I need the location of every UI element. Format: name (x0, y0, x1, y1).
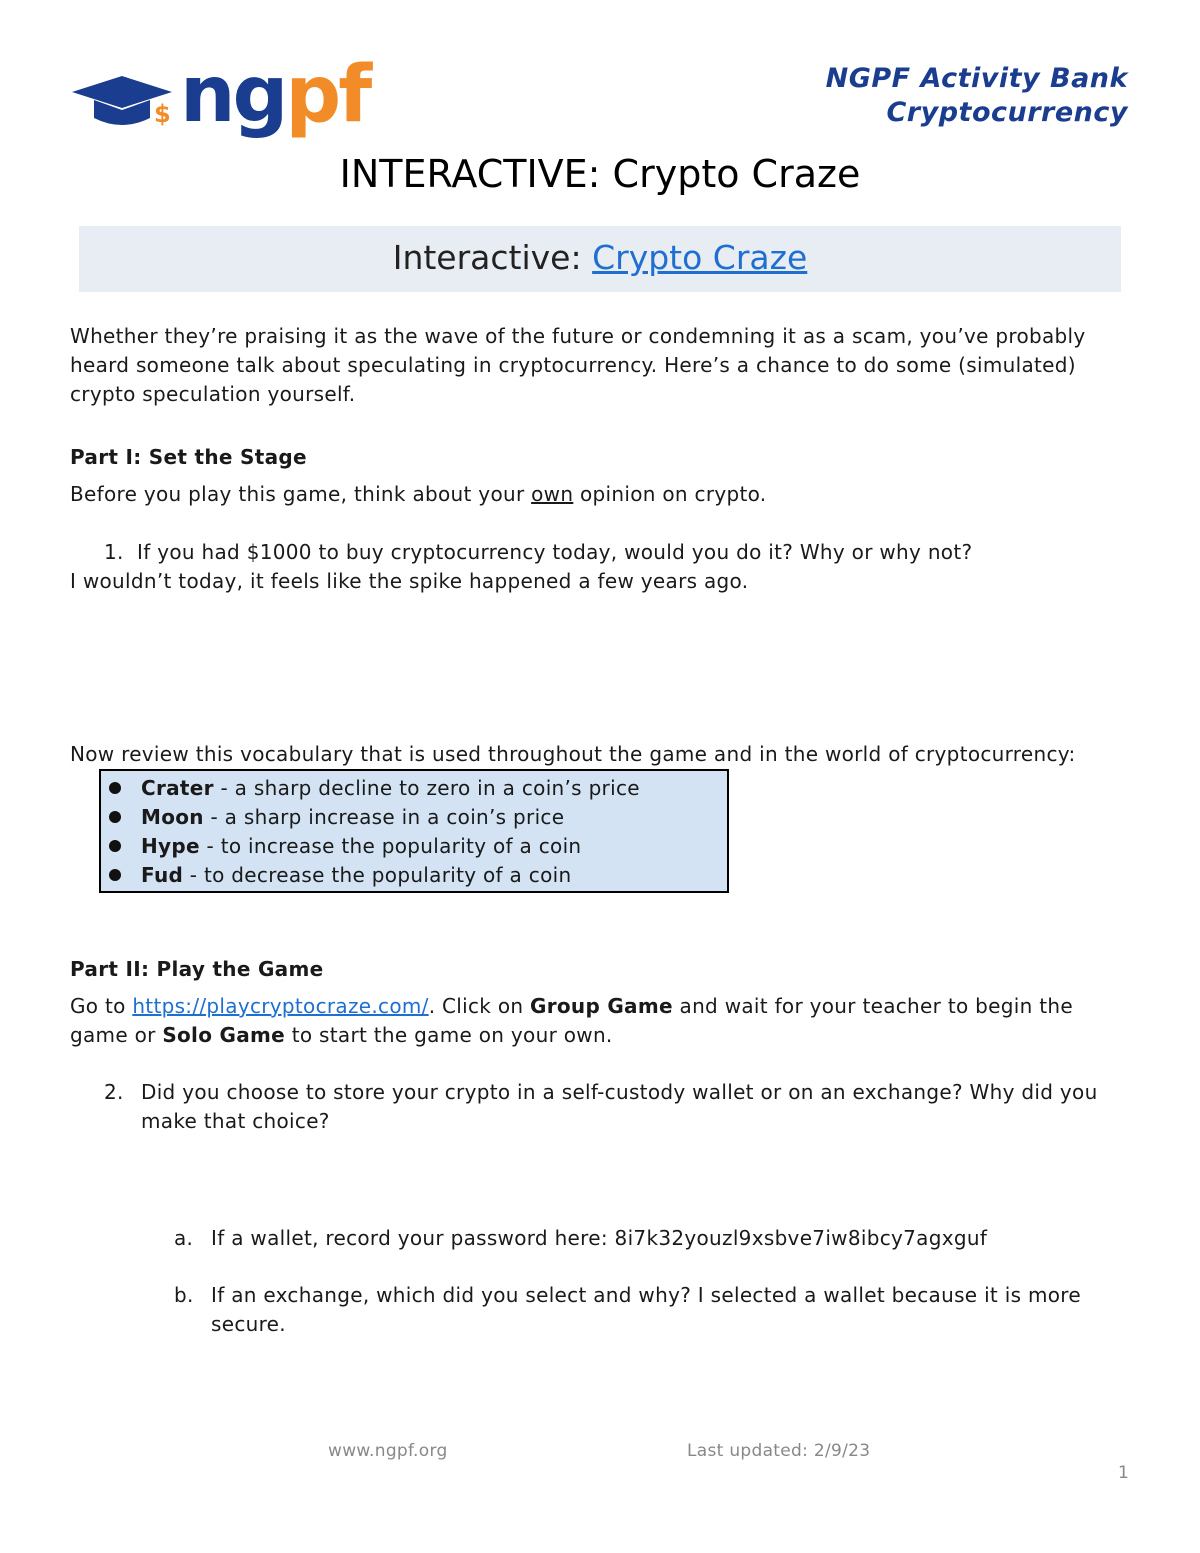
question-2a-text: If a wallet, record your password here: 8i7k32youzl9xsbve7iw8ibcy7agxguf (211, 1226, 988, 1250)
part2-heading: Part II: Play the Game (70, 957, 324, 981)
question-1-text: If you had $1000 to buy cryptocurrency today, would you do it? Why or why not? (137, 540, 973, 564)
intro-paragraph: Whether they’re praising it as the wave of the future or condemning it as a scam, you’ve probably heard someone talk about speculating in cryptocurrency. Here’s a chance to do some (simulated) crypto speculation yourself. (70, 324, 1086, 406)
question-2b (174, 1281, 1134, 1339)
page-title: INTERACTIVE: Crypto Craze (339, 152, 861, 196)
vocab-intro: Now review this vocabulary that is used throughout the game and in the world of cryptocurrency: (70, 742, 1076, 766)
vocab-item: Crater - a sharp decline to zero in a coin’s price (109, 774, 640, 803)
footer-last-updated: Last updated: 2/9/23 (687, 1441, 871, 1461)
vocab-item: Fud - to decrease the popularity of a coin (109, 861, 571, 890)
page-number: 1 (1118, 1463, 1130, 1483)
interactive-banner (79, 226, 1121, 292)
svg-text:$: $ (154, 100, 171, 128)
graduation-cap-icon (70, 70, 180, 140)
question-2-text: Did you choose to store your crypto in a self-custody wallet or on an exchange? Why did you make that choice? (141, 1080, 1098, 1133)
bullet-icon (109, 811, 121, 823)
question-2b-text: If an exchange, which did you select and why? I selected a wallet because it is more secure. (211, 1283, 1081, 1336)
playcryptocraze-link[interactable]: https://playcryptocraze.com/ (132, 994, 429, 1018)
part1-heading: Part I: Set the Stage (70, 445, 307, 469)
question-1-answer: I wouldn’t today, it feels like the spike happened a few years ago. (70, 569, 749, 593)
question-2a-label: a. (174, 1226, 194, 1250)
bullet-icon (109, 869, 121, 881)
logo-wordmark: ngpf (180, 50, 370, 140)
header-label (826, 62, 1128, 130)
bullet-icon (109, 840, 121, 852)
bullet-icon (109, 782, 121, 794)
question-1-number: 1. (104, 540, 124, 564)
footer-website: www.ngpf.org (328, 1441, 448, 1461)
vocab-item: Hype - to increase the popularity of a coin (109, 832, 581, 861)
question-2a (174, 1224, 1134, 1253)
banner-prefix: Interactive: (392, 238, 593, 277)
question-2 (104, 1078, 1104, 1136)
crypto-craze-link[interactable]: Crypto Craze (592, 238, 808, 277)
activity-bank-label: NGPF Activity Bank (825, 63, 1128, 94)
part2-instructions: Go to https://playcryptocraze.com/. Click on Group Game and wait for your teacher to begin the game or Solo Game to start the game on your own. (70, 994, 1073, 1047)
question-2b-label: b. (174, 1283, 194, 1307)
vocab-item: Moon - a sharp increase in a coin’s price (109, 803, 564, 832)
topic-label: Cryptocurrency (886, 97, 1128, 128)
question-2-number: 2. (104, 1080, 124, 1104)
part1-instructions: Before you play this game, think about your own opinion on crypto. (70, 482, 767, 506)
vocabulary-box (99, 769, 729, 893)
question-1 (104, 538, 1104, 567)
group-game-label: Group Game (530, 994, 673, 1018)
solo-game-label: Solo Game (162, 1023, 286, 1047)
